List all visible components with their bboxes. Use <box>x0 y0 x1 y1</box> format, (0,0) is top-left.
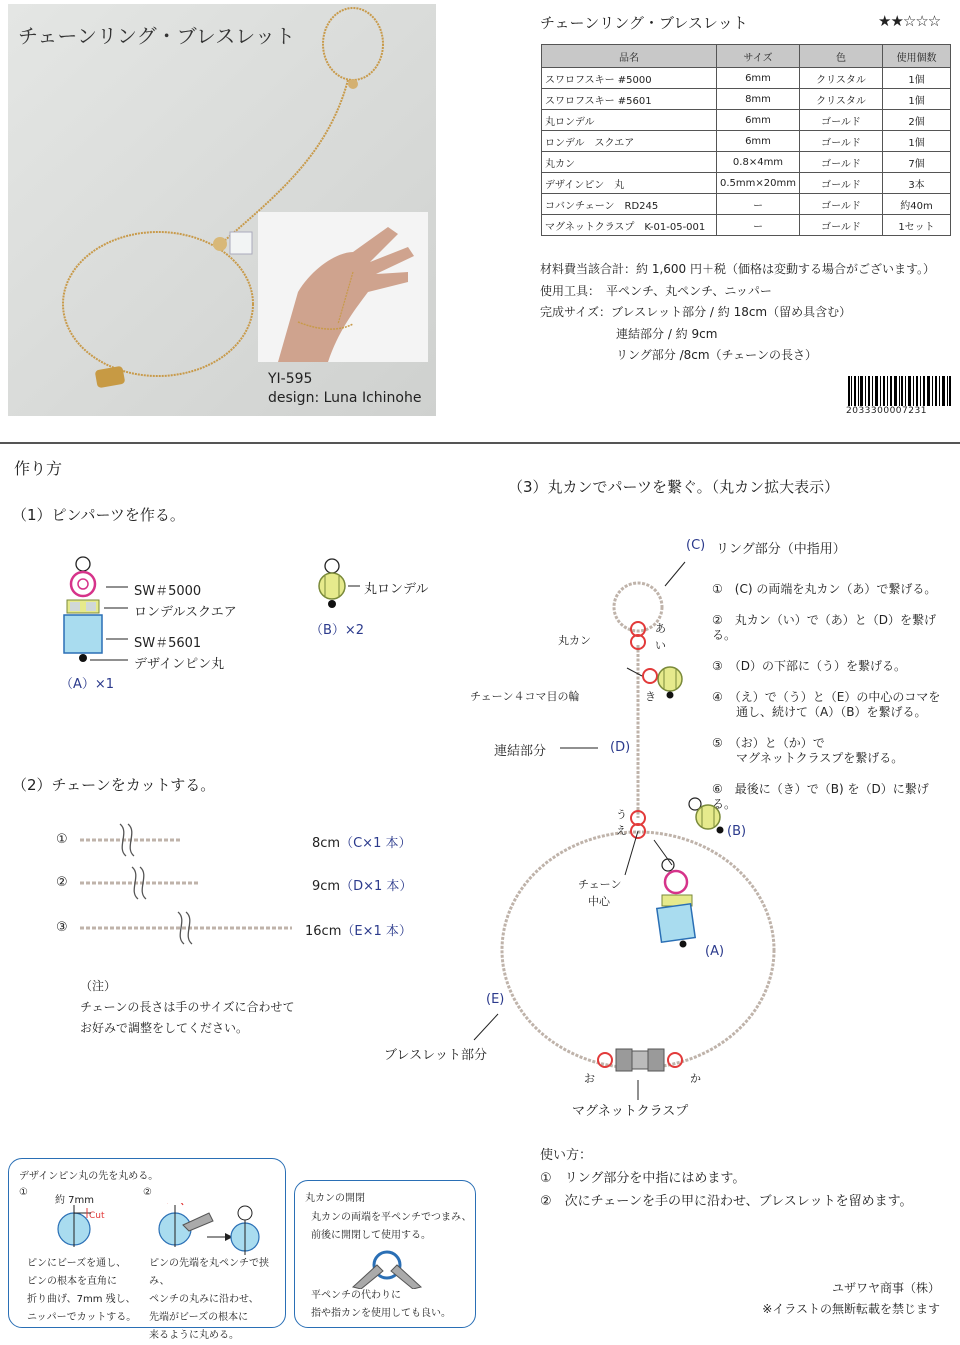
rondelle-b-top-icon <box>658 667 682 699</box>
tools-text: 使用工具： 平ペンチ、丸ペンチ、ニッパー <box>540 283 772 298</box>
size-ring: リング部分 /8cm（チェーンの長さ） <box>616 348 817 362</box>
tip1-desc1 <box>27 1255 136 1327</box>
assembly-u-kana: う <box>616 808 627 821</box>
step-item <box>712 782 952 812</box>
tip1-cut: Cut <box>89 1211 105 1221</box>
step-item <box>712 659 952 674</box>
step-text: 最後に（き）で（B) を（D）に繋げる。 <box>712 782 929 811</box>
hand-photo-inset <box>258 212 428 362</box>
cell: 7個 <box>883 152 951 173</box>
label-rondelle-square: ロンデルスクエア <box>134 605 237 620</box>
label-sw5000: SW＃5000 <box>134 584 202 599</box>
assembly-d-label: (D) <box>610 740 631 755</box>
assembly-clasp: マグネットクラスプ <box>572 1104 689 1119</box>
designer: design: Luna Ichinohe <box>268 390 422 406</box>
cell: 1個 <box>883 89 951 110</box>
label-b-count: （B）×2 <box>310 623 365 638</box>
assembly-e-label: (E) <box>486 992 505 1007</box>
barcode-number: 2033300007231 <box>846 406 927 416</box>
cell: 6mm <box>717 68 800 89</box>
step-item <box>712 613 952 643</box>
cell: クリスタル <box>800 68 883 89</box>
cell: 6mm <box>717 131 800 152</box>
company-info <box>740 1278 940 1320</box>
cell: コバンチェーン RD245 <box>542 194 717 215</box>
assembly-a-kana: あ <box>655 622 666 635</box>
step-item <box>712 736 952 766</box>
pin-a-icon <box>64 557 128 662</box>
jumpring-ki <box>643 669 657 683</box>
cell: 1個 <box>883 68 951 89</box>
assembly-e-kana: え <box>616 824 627 837</box>
cell: 1個 <box>883 131 951 152</box>
cell: 0.5mm×20mm <box>717 173 800 194</box>
usage-line-2: ② 次にチェーンを手の甲に沿わせ、ブレスレットを留めます。 <box>540 1194 913 1209</box>
step-text: 丸カン（い）で（あ）と（D）を繋げる。 <box>712 613 937 642</box>
tip2-text-top <box>311 1209 472 1245</box>
chain-len-3: 16cm <box>305 924 342 939</box>
chain-tag-2: （D×1 本） <box>340 879 413 894</box>
label-design-pin: デザインピン丸 <box>134 657 225 672</box>
step-text: （D）の下部に（う）を繋げる。 <box>734 659 907 673</box>
step-text: 通し、続けて（A）（B）を繋げる。 <box>736 705 927 719</box>
step-item <box>712 582 952 597</box>
assembly-chain-center-2: 中心 <box>588 895 610 908</box>
col-size: サイズ <box>717 45 800 68</box>
col-qty: 使用個数 <box>883 45 951 68</box>
cell: マグネットクラスプ K-01-05-001 <box>542 215 717 236</box>
cell: 8mm <box>717 89 800 110</box>
chain-cut-illustration <box>60 820 320 950</box>
bracelet-chain-e <box>502 832 774 1068</box>
credit <box>268 370 421 408</box>
tip1-len: 約 7mm <box>55 1195 95 1206</box>
chain-len-1: 8cm <box>312 836 341 851</box>
cell: ゴールド <box>800 215 883 236</box>
tip2-line: 丸カンの両端を平ペンチでつまみ、 <box>311 1212 472 1223</box>
tip1-line: 折り曲げ、7mm 残し、 <box>27 1294 136 1305</box>
product-code: YI-595 <box>268 371 313 387</box>
note-title: （注） <box>80 979 117 993</box>
magnet-clasp-icon <box>616 1049 664 1071</box>
cell: 3本 <box>883 173 951 194</box>
assembly-ka-kana: か <box>690 1072 701 1085</box>
product-info <box>540 259 935 367</box>
step3-heading: （3）丸カンでパーツを繋ぐ。（丸カン拡大表示） <box>508 478 840 496</box>
tip2-line: 指や指カンを使用しても良い。 <box>311 1308 451 1319</box>
assembly-chain-center-1: チェーン <box>578 878 622 891</box>
step1-heading: （1）ピンパーツを作る。 <box>12 506 185 524</box>
step-text: （え）で（う）と（E）の中心のコマを <box>734 690 941 704</box>
copyright-notice: ※イラストの無断転載を禁じます <box>762 1302 940 1316</box>
assembly-o-kana: お <box>584 1072 595 1085</box>
tip1-line: ピンの先端を丸ペンチで挟み、 <box>149 1258 269 1287</box>
tip1-line: ニッパーでカットする。 <box>27 1312 137 1323</box>
cell: 6mm <box>717 110 800 131</box>
size-connect: 連結部分 / 約 9cm <box>616 326 718 341</box>
label-sw5601: SW＃5601 <box>134 636 202 651</box>
cell: ゴールド <box>800 110 883 131</box>
table-row <box>542 89 951 110</box>
tip-box-design-pin <box>8 1158 286 1341</box>
tip1-n1: ① <box>19 1187 28 1198</box>
cell: ロンデル スクエア <box>542 131 717 152</box>
cell: クリスタル <box>800 89 883 110</box>
usage-section <box>540 1144 913 1213</box>
table-header-row <box>542 45 951 68</box>
col-name: 品名 <box>542 45 717 68</box>
assembly-ki-kana: き <box>645 690 656 703</box>
assembly-steps <box>712 582 952 812</box>
chain-num-3: ③ <box>56 920 68 935</box>
note-line-2: お好みで調整をしてください。 <box>80 1021 249 1035</box>
cell: ー <box>717 194 800 215</box>
tip1-illustration <box>49 1203 279 1259</box>
assembly-a-label: (A) <box>705 944 725 959</box>
cell: 0.8×4mm <box>717 152 800 173</box>
tip2-text-bottom <box>311 1287 451 1323</box>
table-row <box>542 215 951 236</box>
tip-box-jumpring <box>294 1180 476 1328</box>
cell: デザインピン 丸 <box>542 173 717 194</box>
tip1-line: ピンの根本を直角に <box>27 1276 117 1287</box>
assembly-c-label: (C) <box>686 538 706 553</box>
cell: ゴールド <box>800 194 883 215</box>
table-row <box>542 110 951 131</box>
pin-a-assembly-icon <box>657 859 695 948</box>
cell: スワロフスキー #5601 <box>542 89 717 110</box>
assembly-connect-part: 連結部分 <box>494 744 547 759</box>
tip1-line: 先端がビーズの根本に <box>149 1312 249 1323</box>
table-row <box>542 131 951 152</box>
tip1-title: デザインピン丸の先を丸める。 <box>19 1171 159 1182</box>
assembly-chain4: チェーン４コマ目の輪 <box>470 690 580 703</box>
step-text: マグネットクラスプを繋げる。 <box>736 751 904 765</box>
chain-tag-3: （E×1 本） <box>341 924 412 939</box>
chain-num-2: ② <box>56 875 68 890</box>
assembly-ring-part: リング部分（中指用） <box>716 542 846 557</box>
usage-title: 使い方： <box>540 1148 593 1163</box>
photo-title: チェーンリング・ブレスレット <box>18 24 295 48</box>
step-num: ⑥ <box>712 782 723 796</box>
chain-note <box>80 976 294 1039</box>
cell: スワロフスキー #5000 <box>542 68 717 89</box>
pin-b-icon <box>319 559 360 608</box>
col-color: 色 <box>800 45 883 68</box>
cell: 約40m <box>883 194 951 215</box>
company-name: ユザワヤ商事（株） <box>831 1281 940 1295</box>
table-row <box>542 152 951 173</box>
step-num: ① <box>712 582 723 596</box>
step-item <box>712 690 952 720</box>
step-num: ③ <box>712 659 723 673</box>
cell: ー <box>717 215 800 236</box>
label-a-count: （A）×1 <box>60 677 115 692</box>
barcode-icon <box>848 376 952 406</box>
tip1-desc2 <box>149 1255 285 1345</box>
chain-len-2: 9cm <box>312 879 341 894</box>
materials-table <box>541 44 951 236</box>
cell: ゴールド <box>800 173 883 194</box>
cost-text: 材料費当該合計：約 1,600 円＋税（価格は変動する場合がございます。） <box>540 262 936 276</box>
table-row <box>542 194 951 215</box>
difficulty-stars: ★★☆☆☆ <box>878 12 941 30</box>
step-text: (C) の両端を丸カン（あ）で繋げる。 <box>734 582 937 596</box>
assembly-i-kana: い <box>655 639 666 652</box>
assembly-b-label: (B) <box>727 824 747 839</box>
step-text: （お）と（か）で <box>734 736 825 750</box>
howto-heading: 作り方 <box>14 459 63 478</box>
note-line-1: チェーンの長さは手のサイズに合わせて <box>80 1000 295 1014</box>
tip1-n2: ② <box>143 1187 152 1198</box>
step-num: ④ <box>712 690 723 704</box>
label-round-rondelle: 丸ロンデル <box>364 582 429 597</box>
tip2-title: 丸カンの開閉 <box>305 1193 365 1204</box>
chain-tag-1: （C×1 本） <box>340 836 412 851</box>
step-num: ② <box>712 613 723 627</box>
tip1-line: ペンチの丸みに沿わせ、 <box>149 1294 259 1305</box>
cell: ゴールド <box>800 152 883 173</box>
cell: ゴールド <box>800 131 883 152</box>
table-row <box>542 173 951 194</box>
cell: 2個 <box>883 110 951 131</box>
cell: 丸ロンデル <box>542 110 717 131</box>
size-bracelet: 完成サイズ：ブレスレット部分 / 約 18cm（留め具含む） <box>540 305 852 319</box>
tip1-line: 来るように丸める。 <box>149 1330 239 1341</box>
step2-heading: （2）チェーンをカットする。 <box>12 776 216 794</box>
product-title: チェーンリング・ブレスレット <box>540 14 748 32</box>
tip1-line: ピンにビーズを通し、 <box>27 1258 127 1269</box>
pliers-jumpring-icon <box>347 1247 427 1289</box>
tip2-line: 前後に開閉して使用する。 <box>311 1230 431 1241</box>
step-num: ⑤ <box>712 736 723 750</box>
cell: 1セット <box>883 215 951 236</box>
cell: 丸カン <box>542 152 717 173</box>
chain-num-1: ① <box>56 832 68 847</box>
assembly-bracelet-part: ブレスレット部分 <box>384 1048 487 1063</box>
jumpring-o <box>598 1053 612 1067</box>
assembly-jumpring: 丸カン <box>558 634 591 647</box>
table-row <box>542 68 951 89</box>
tip2-line: 平ペンチの代わりに <box>311 1290 401 1301</box>
usage-line-1: ① リング部分を中指にはめます。 <box>540 1171 746 1186</box>
hand-photo <box>258 212 428 362</box>
section-divider <box>0 442 960 444</box>
